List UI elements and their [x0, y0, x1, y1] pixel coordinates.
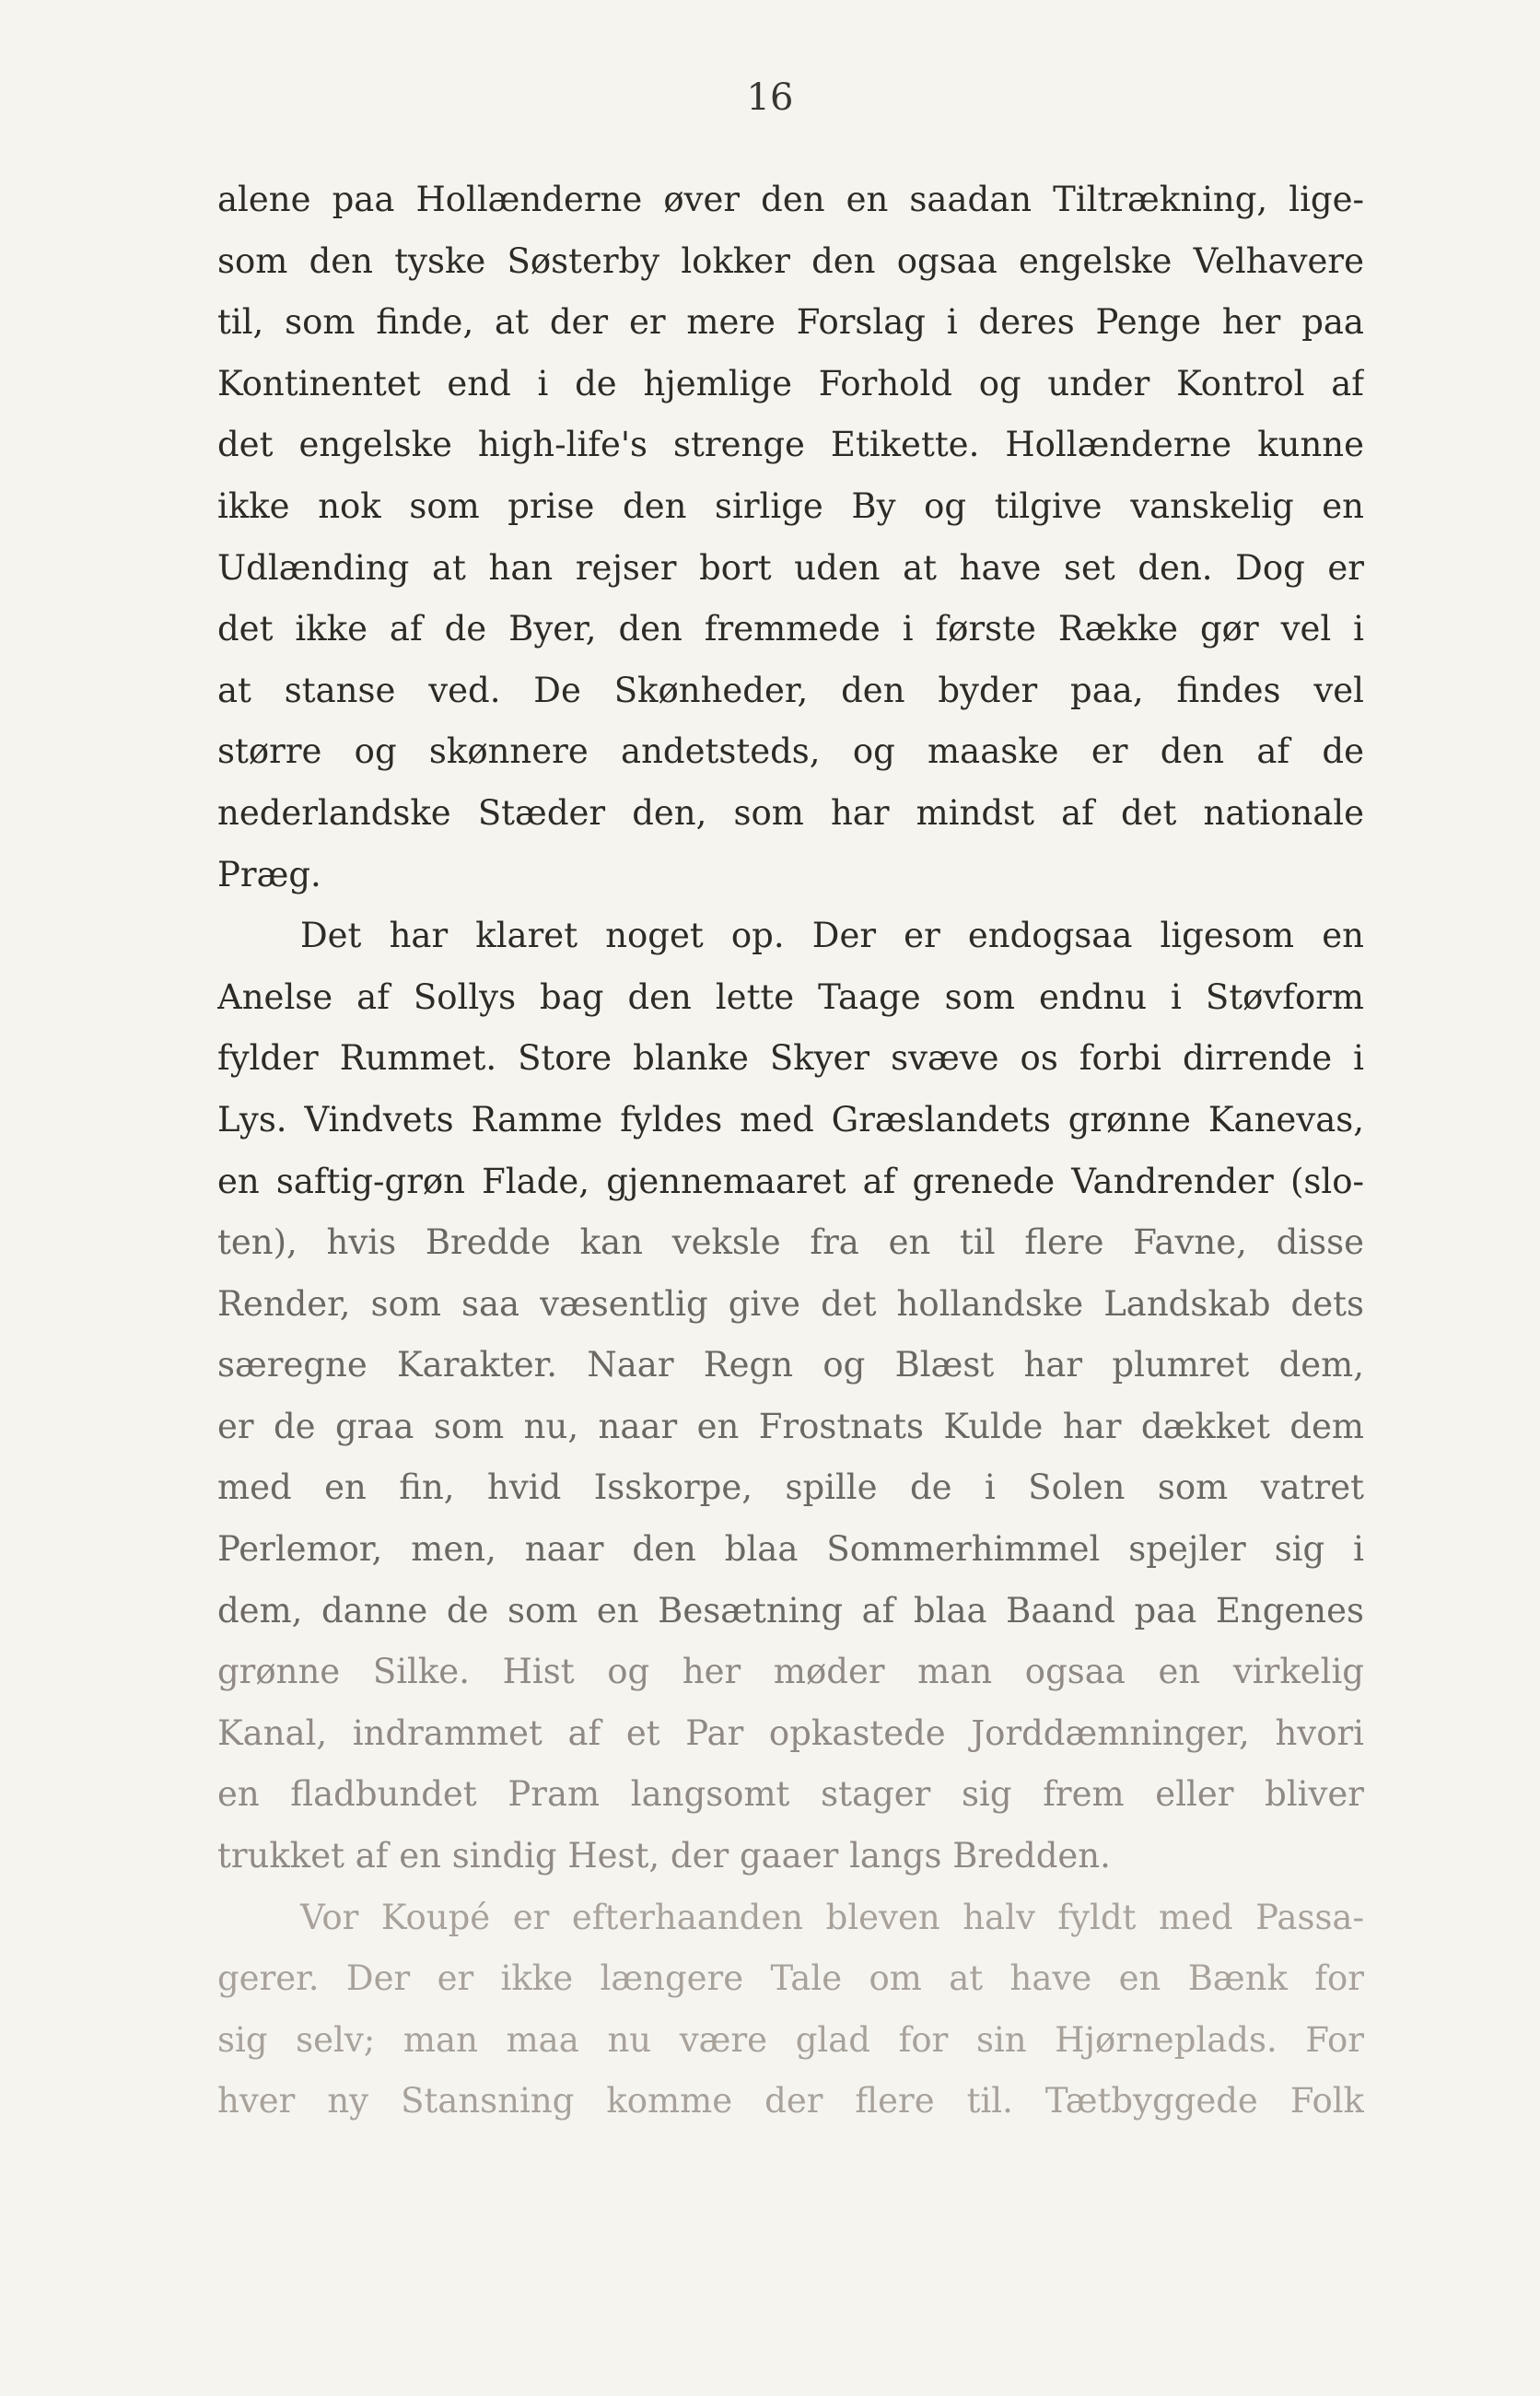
text-line: Kanal, indrammet af et Par opkastede Jorddæmninger, hvori — [217, 1712, 1364, 1753]
text-line: alene paa Hollænderne øver den en saadan Tiltrækning, lige- — [217, 180, 1364, 219]
text-line: en saftig-grøn Flade, gjennemaaret af grenede Vandrender (slo- — [217, 1161, 1364, 1201]
text-line: er de graa som nu, naar en Frostnats Kulde har dækket dem — [217, 1406, 1364, 1446]
text-line: det engelske high-life's strenge Etikette. Hollænderne kunne — [217, 425, 1364, 465]
text-line: Perlemor, men, naar den blaa Sommerhimmel spejler sig i — [217, 1529, 1364, 1570]
text-line: som den tyske Søsterby lokker den ogsaa engelske Velhavere — [217, 240, 1364, 281]
text-line: Anelse af Sollys bag den lette Taage som endnu i Støvform — [217, 976, 1364, 1017]
text-line: det ikke af de Byer, den fremmede i første Række gør vel i — [217, 609, 1364, 649]
body-text — [217, 169, 1364, 2133]
text-line: Lys. Vindvets Ramme fyldes med Græslandets grønne Kanevas, — [217, 1099, 1364, 1140]
text-line: ten), hvis Bredde kan veksle fra en til flere Favne, disse — [217, 1222, 1364, 1263]
text-line: Kontinentet end i de hjemlige Forhold og under Kontrol af — [217, 363, 1364, 403]
text-line: Præg. — [217, 854, 321, 894]
text-line: fylder Rummet. Store blanke Skyer svæve os forbi dirrende i — [217, 1038, 1364, 1079]
text-line: særegne Karakter. Naar Regn og Blæst har plumret dem, — [217, 1345, 1364, 1385]
text-line: gerer. Der er ikke længere Tale om at have en Bænk for — [217, 1958, 1364, 1999]
text-line: nederlandske Stæder den, som har mindst af det nationale — [217, 792, 1364, 833]
text-line: Render, som saa væsentlig give det hollandske Landskab dets — [217, 1283, 1364, 1324]
text-line: en fladbundet Pram langsomt stager sig frem eller bliver — [217, 1774, 1364, 1815]
text-line: ikke nok som prise den sirlige By og tilgive vanskelig en — [217, 485, 1364, 526]
text-line: til, som finde, at der er mere Forslag i deres Penge her paa — [217, 302, 1364, 343]
text-line: at stanse ved. De Skønheder, den byder paa, findes vel — [217, 670, 1364, 710]
text-line: grønne Silke. Hist og her møder man ogsaa en virkelig — [217, 1652, 1364, 1692]
text-line: hver ny Stansning komme der flere til. Tætbyggede Folk — [217, 2081, 1364, 2121]
text-line: trukket af en sindig Hest, der gaaer langs Bredden. — [217, 1836, 1111, 1876]
text-line: Udlænding at han rejser bort uden at have set den. Dog er — [217, 547, 1364, 588]
text-line: dem, danne de som en Besætning af blaa Baand paa Engenes — [217, 1590, 1364, 1630]
text-line: større og skønnere andetsteds, og maaske er den af de — [217, 731, 1364, 772]
paragraph-start-line: Vor Koupé er efterhaanden bleven halv fyldt med Passa- — [300, 1897, 1364, 1937]
text-line: sig selv; man maa nu være glad for sin Hjørneplads. For — [217, 2019, 1364, 2060]
text-line: med en fin, hvid Isskorpe, spille de i Solen som vatret — [217, 1467, 1364, 1508]
paragraph-start-line: Det har klaret noget op. Der er endogsaa ligesom en — [300, 916, 1364, 956]
page-number: 16 — [746, 76, 794, 119]
